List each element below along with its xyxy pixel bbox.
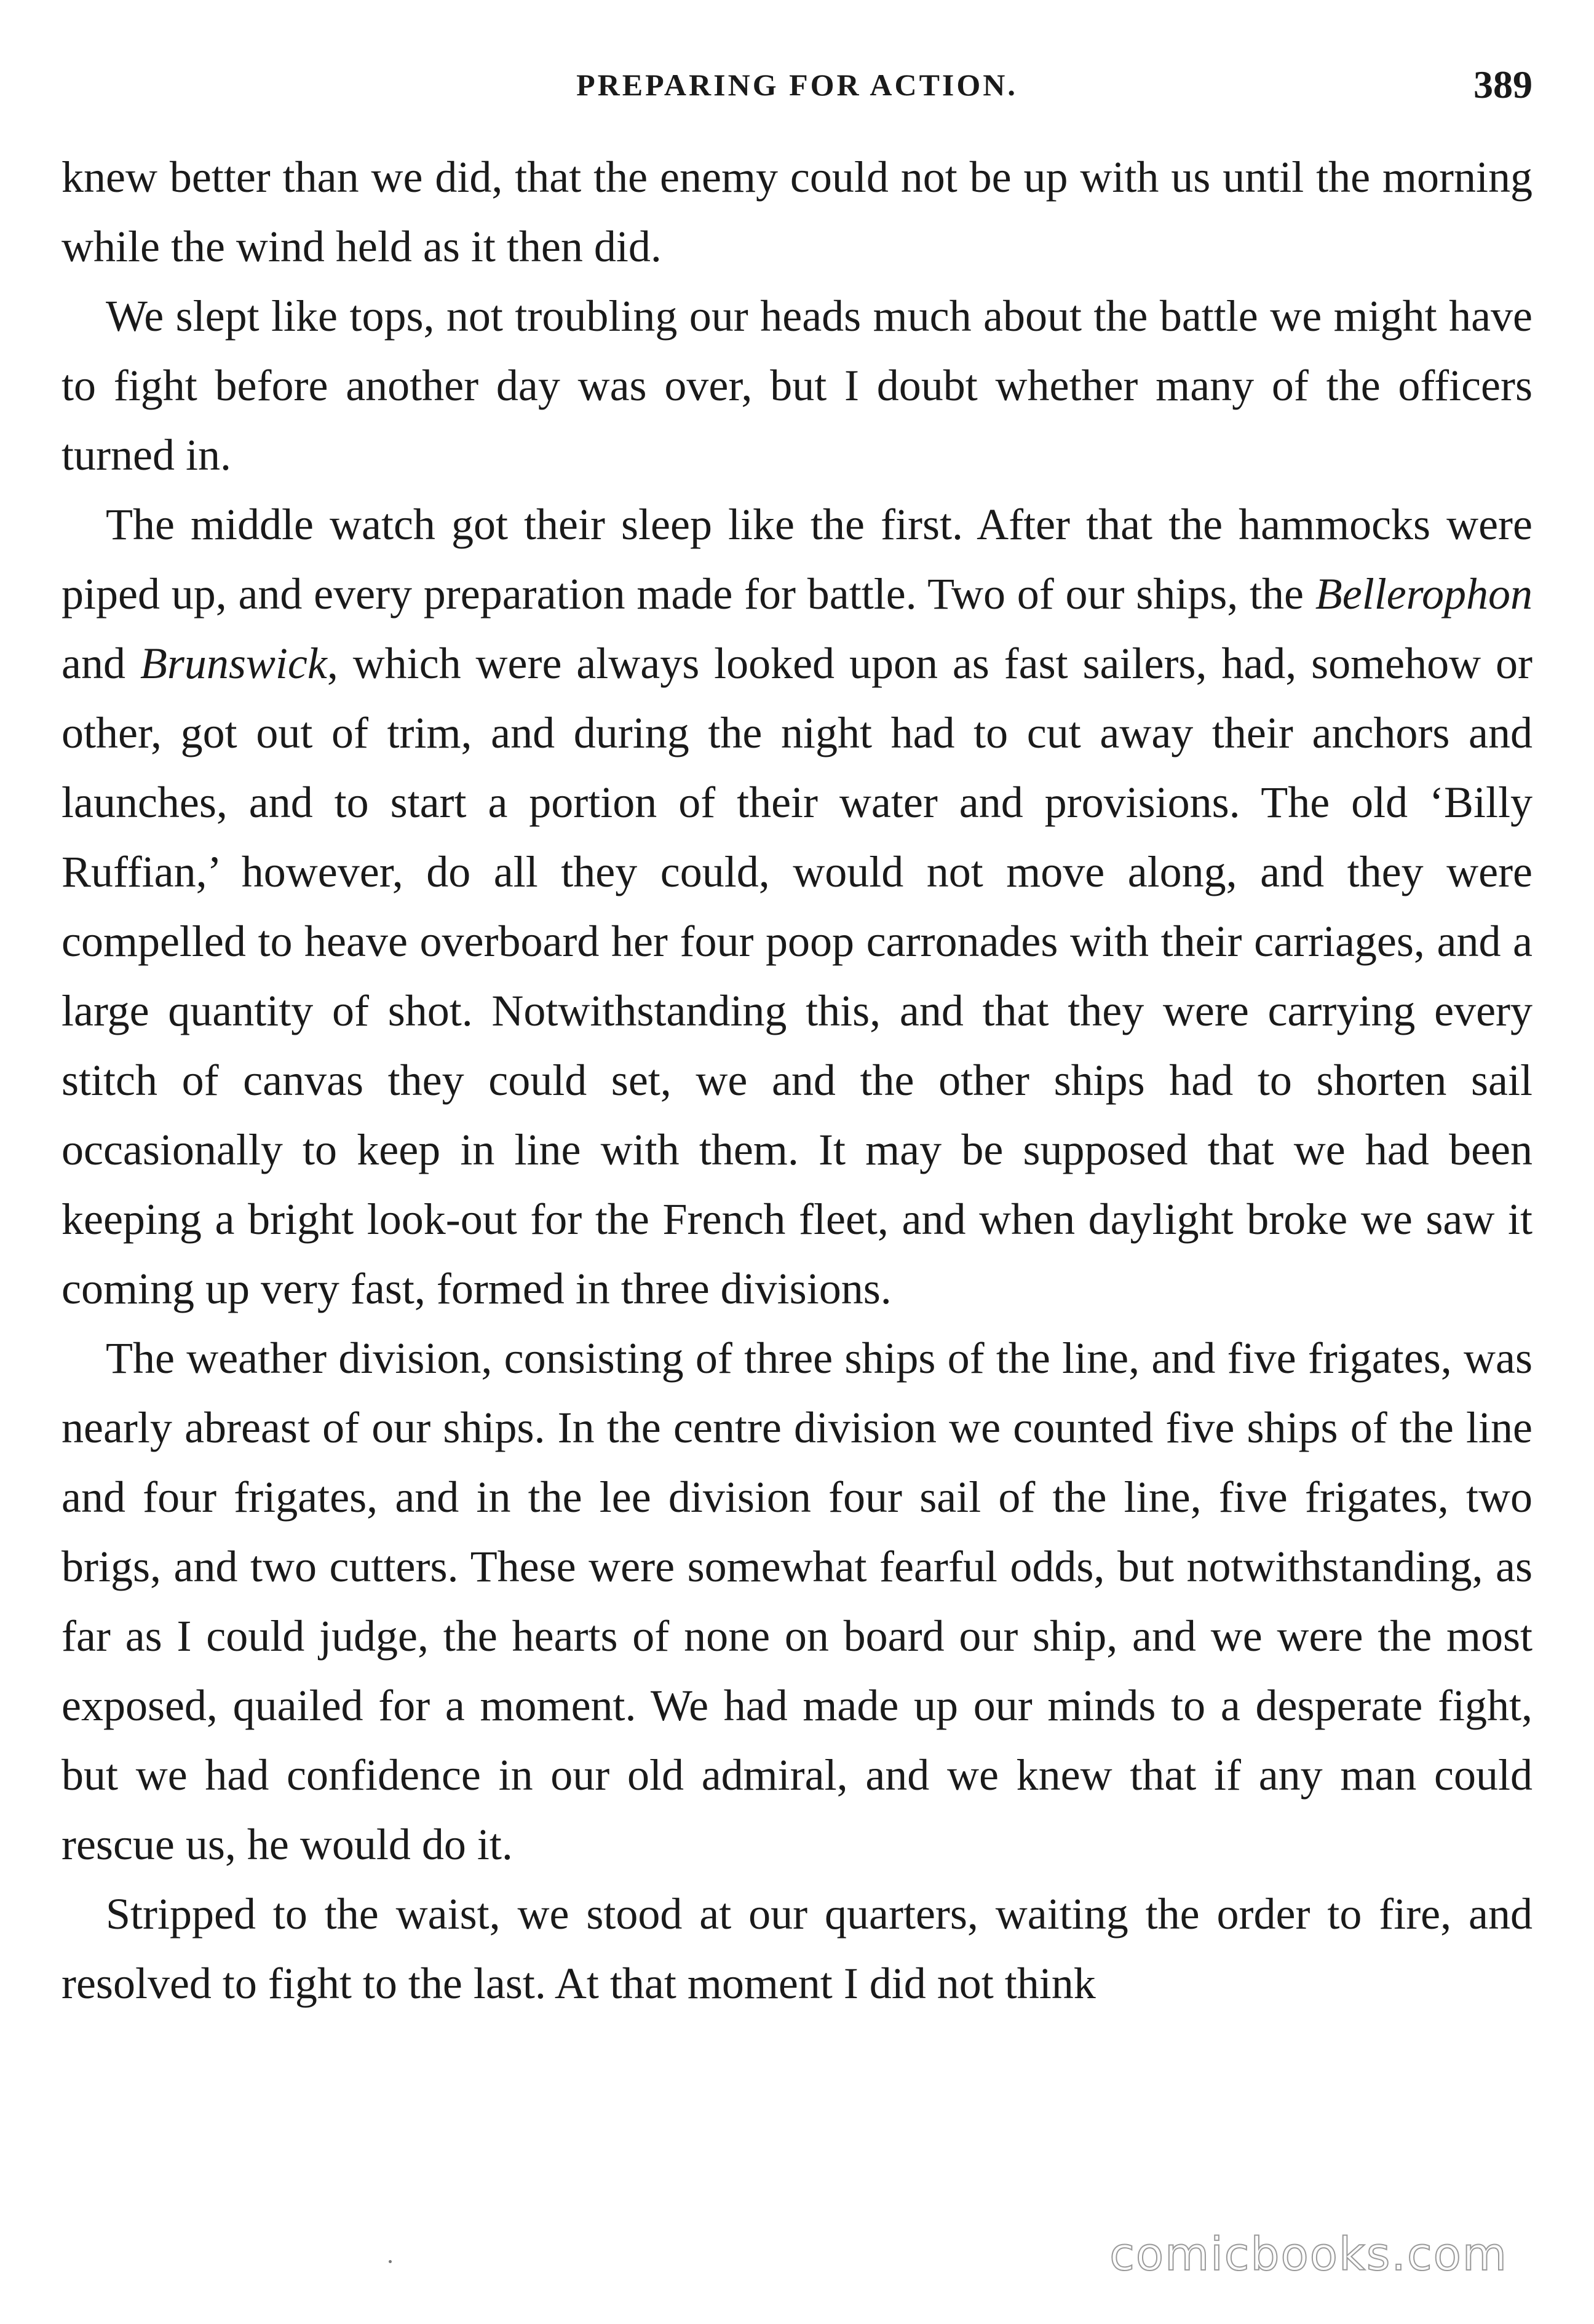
page-number: 389 <box>1473 63 1533 106</box>
page-header <box>61 60 1533 109</box>
paragraph-3-text-c: , which were always looked upon as fast sailers, had, somehow or other, got out of trim, and during the night had to cut away their anchors and launches, and to start a portion of their water and provisions. The old ‘Billy Ruffian,’ however, do all they could, would not move along, and they were compelled to heave overboard her four poop carronades with their carriages, and a large quantity of shot. Notwithstanding this, and that they were carrying every stitch of canvas they could set, we and the other ships had to shorten sail occasionally to keep in line with them. It may be supposed that we had been keeping a bright look-out for the French fleet, and when daylight broke we saw it coming up very fast, formed in three divisions. <box>61 639 1533 1313</box>
ship-name-bellerophon: Bellerophon <box>1315 569 1533 619</box>
paragraph-3-text-b: and <box>61 639 140 688</box>
running-head: PREPARING FOR ACTION. <box>576 68 1018 102</box>
print-speck <box>389 2260 392 2263</box>
paragraph-5: Stripped to the waist, we stood at our quarters, waiting the order to fire, and resolved to fight to the last. At that moment I did not think <box>61 1889 1533 2008</box>
ship-name-brunswick: Brunswick <box>140 639 327 688</box>
paragraph-3-text-a: The middle watch got their sleep like the first. After that the hammocks were piped up, and every preparation made for battle. Two of our ships, the <box>61 500 1533 619</box>
body-text <box>61 143 1533 2018</box>
watermark-logo: comicbooks.com <box>1109 2228 1508 2281</box>
paragraph-4: The weather division, consisting of three ships of the line, and five frigates, was nearly abreast of our ships. In the centre division we counted five ships of the line and four frigates, and in the lee division four sail of the line, five frigates, two brigs, and two cutters. These were somewhat fearful odds, but notwithstanding, as far as I could judge, the hearts of none on board our ship, and we were the most exposed, quailed for a moment. We had made up our minds to a desperate fight, but we had confidence in our old admiral, and we knew that if any man could rescue us, he would do it. <box>61 1334 1533 1869</box>
paragraph-2: We slept like tops, not troubling our heads much about the battle we might have to fight before another day was over, but I doubt whether many of the officers turned in. <box>61 291 1533 480</box>
paragraph-1: knew better than we did, that the enemy could not be up with us until the morning while the wind held as it then did. <box>61 152 1533 271</box>
paragraph-3 <box>61 490 1533 1324</box>
